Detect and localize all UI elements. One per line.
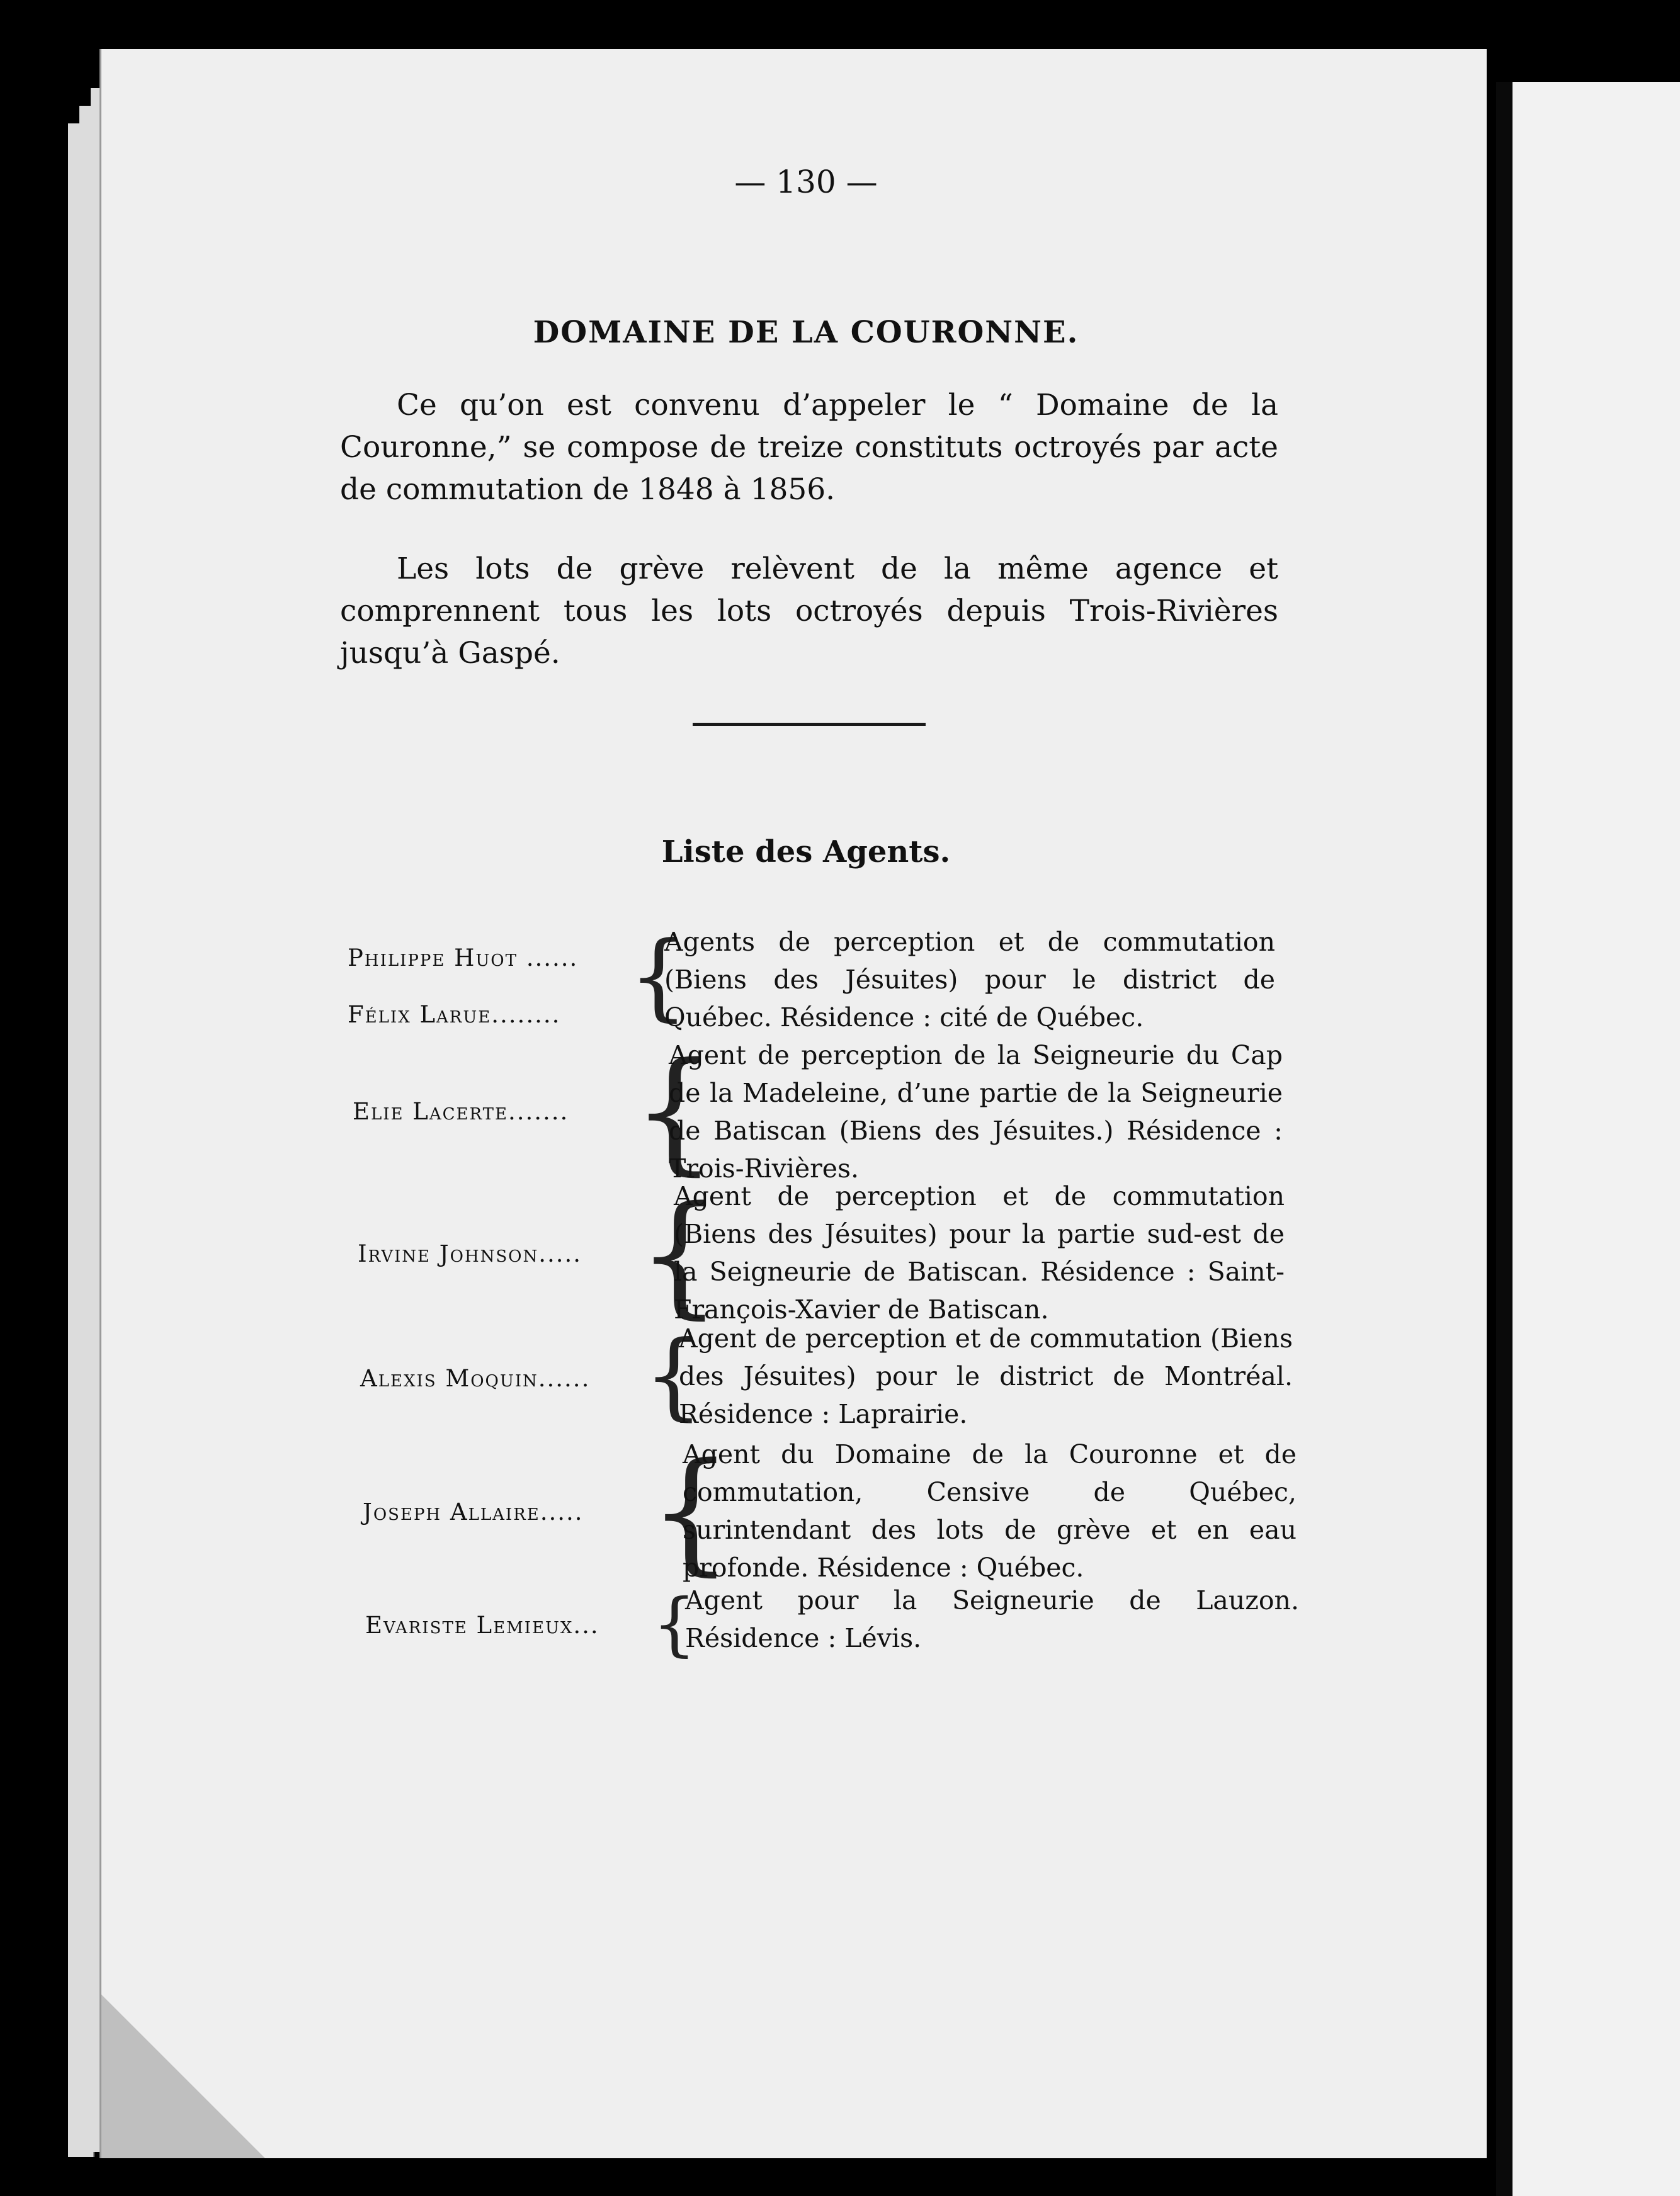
agent-name: Evariste Lemieux... bbox=[365, 1612, 599, 1639]
list-title: Liste des Agents. bbox=[661, 834, 951, 869]
brace: { bbox=[644, 1321, 704, 1430]
agent-names bbox=[360, 1365, 590, 1392]
agent-names bbox=[363, 1498, 584, 1525]
agent-name: Philippe Huot ...... bbox=[348, 944, 579, 971]
brace: { bbox=[632, 1034, 717, 1188]
binding-tear bbox=[1496, 82, 1513, 2196]
paragraph: Les lots de grève relèvent de la même agence et comprennent tous les lots octroyés depuis Trois-Rivières jusqu’à Gaspé. bbox=[340, 552, 1278, 671]
agent-description: Agent de perception et de commutation (Biens des Jésuites) pour la partie sud-est de la Seigneurie de Batiscan. Résidence : Saint-François-Xavier de Batiscan. bbox=[674, 1181, 1285, 1325]
adjacent-page bbox=[1499, 82, 1680, 2196]
paragraph: Ce qu’on est convenu d’appeler le “ Domaine de la Couronne,” se compose de treize constituts octroyés par acte de commutation de 1848 à 1856. bbox=[340, 388, 1278, 507]
section-divider bbox=[693, 723, 926, 726]
brace: { bbox=[637, 1177, 722, 1332]
agent-names bbox=[358, 1240, 582, 1267]
agent-name: Irvine Johnson..... bbox=[358, 1240, 582, 1267]
page-number: — 130 — bbox=[734, 164, 878, 200]
agent-names bbox=[365, 1612, 599, 1639]
agent-description: Agent du Domaine de la Couronne et de commutation, Censive de Québec, surintendant des lots de grève et en eau profonde. Résidence : Québec. bbox=[683, 1439, 1297, 1583]
agent-name: Joseph Allaire..... bbox=[363, 1498, 584, 1525]
agent-name: Alexis Moquin...... bbox=[360, 1365, 591, 1392]
brace: { bbox=[652, 1583, 696, 1664]
agent-names bbox=[348, 944, 578, 1028]
corner-fold bbox=[101, 1995, 265, 2158]
agent-description: Agents de perception et de commutation (Biens des Jésuites) pour le district de Québec. Résidence : cité de Québec. bbox=[664, 927, 1275, 1033]
agent-name: Félix Larue........ bbox=[348, 1001, 561, 1028]
brace: { bbox=[649, 1434, 733, 1588]
agent-name: Elie Lacerte....... bbox=[353, 1098, 569, 1125]
agent-description: Agent de perception et de commutation (Biens des Jésuites) pour le district de Montréal. Résidence : Laprairie. bbox=[679, 1323, 1293, 1429]
agent-names bbox=[353, 1098, 569, 1125]
agent-description: Agent de perception de la Seigneurie du Cap de la Madeleine, d’une partie de la Seigneurie de Batiscan (Biens des Jésuites.) Résidence : Trois-Rivières. bbox=[669, 1040, 1283, 1184]
brace: { bbox=[628, 922, 689, 1031]
section-title: DOMAINE DE LA COURONNE. bbox=[533, 315, 1079, 350]
agent-description: Agent pour la Seigneurie de Lauzon. Résidence : Lévis. bbox=[685, 1585, 1299, 1653]
